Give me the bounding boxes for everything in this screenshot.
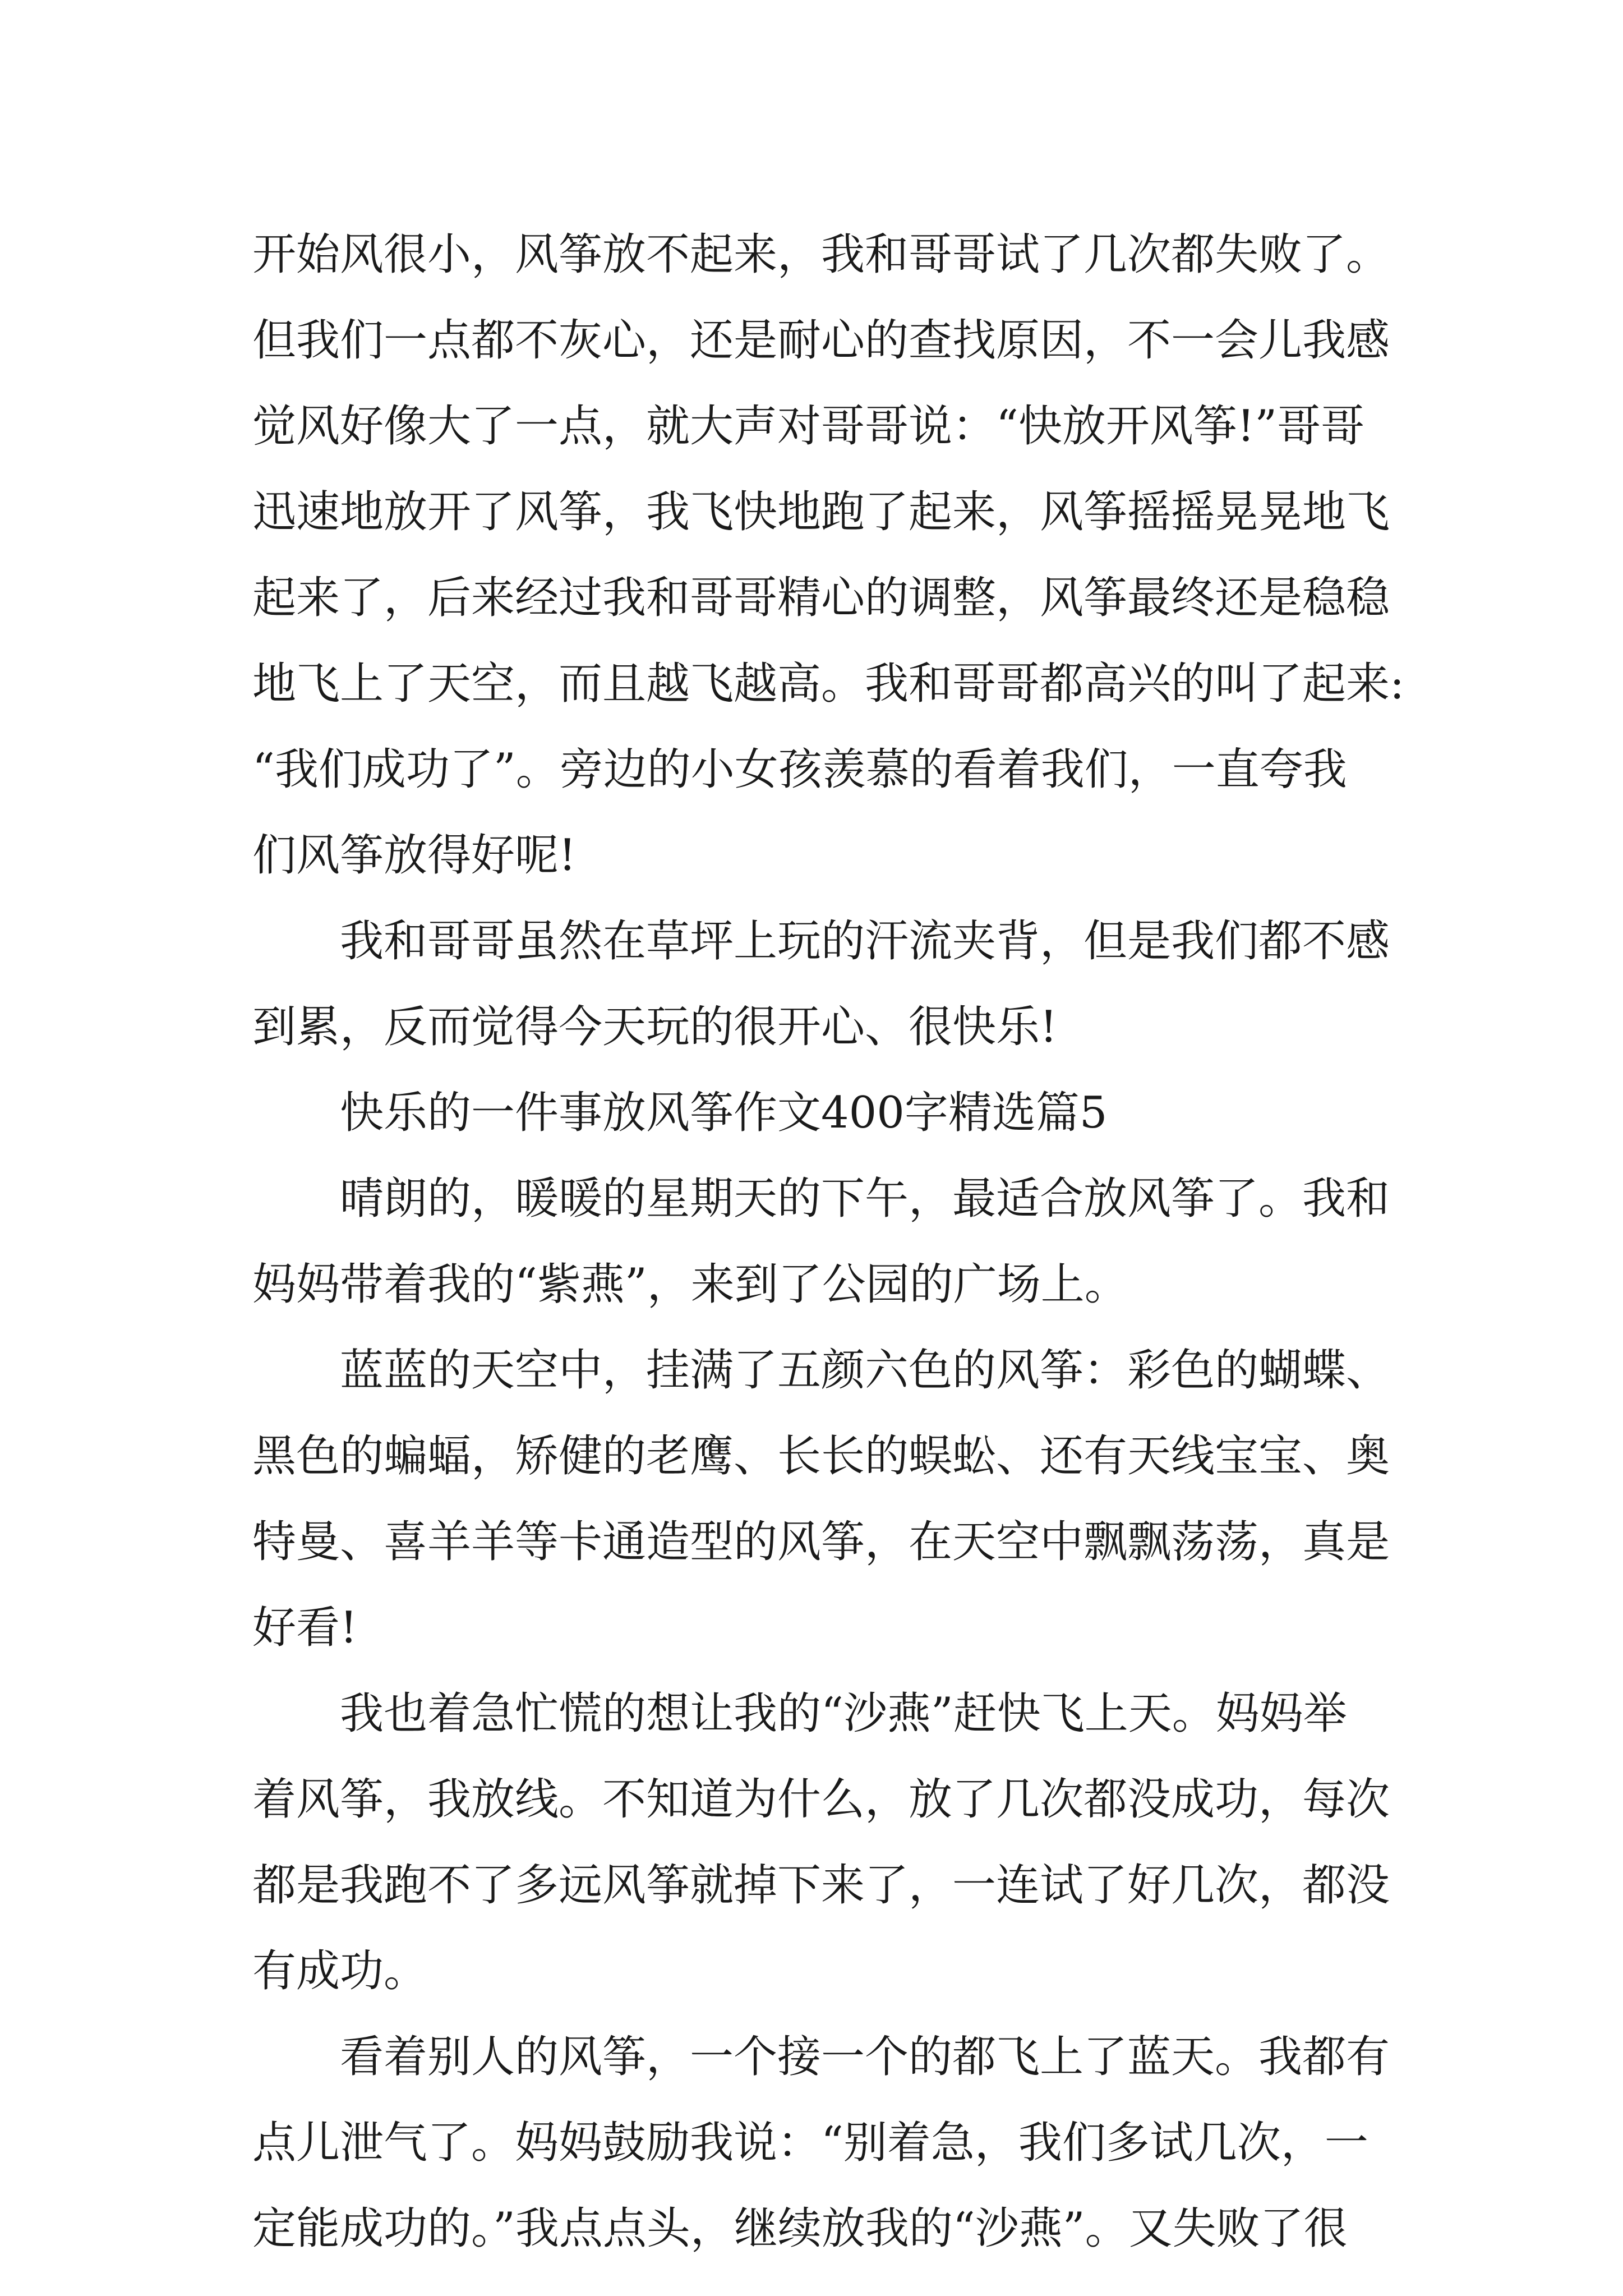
text-line: 看着别人的风筝，一个接一个的都飞上了蓝天。我都有 [252, 2032, 1390, 2082]
text-line: 到累，反而觉得今天玩的很开心、很快乐! [252, 1002, 1058, 1052]
text-line: 点儿泄气了。妈妈鼓励我说：“别着急，我们多试几次，一 [252, 2118, 1368, 2168]
text-line: “我们成功了”。旁边的小女孩羡慕的看着我们，一直夸我 [252, 744, 1347, 795]
text-line: 开始风很小，风筝放不起来，我和哥哥试了几次都失败了。 [252, 229, 1390, 280]
text-line: 我和哥哥虽然在草坪上玩的汗流夹背，但是我们都不感 [252, 916, 1390, 967]
text-line: 好看! [252, 1603, 358, 1653]
text-line: 地飞上了天空，而且越飞越高。我和哥哥都高兴的叫了起来: [252, 659, 1405, 709]
text-line: 妈妈带着我的“紫燕”，来到了公园的广场上。 [252, 1259, 1128, 1310]
text-line: 们风筝放得好呢! [252, 830, 577, 881]
text-line: 定能成功的。”我点点头，继续放我的“沙燕”。又失败了很 [252, 2203, 1348, 2254]
text-line: 黑色的蝙蝠，矫健的老鹰、长长的蜈蚣、还有天线宝宝、奥 [252, 1431, 1390, 1481]
text-line: 有成功。 [252, 1946, 428, 1996]
text-line: 着风筝，我放线。不知道为什么，放了几次都没成功，每次 [252, 1774, 1390, 1825]
text-line: 觉风好像大了一点，就大声对哥哥说：“快放开风筝!”哥哥 [252, 401, 1365, 452]
text-line: 但我们一点都不灰心，还是耐心的查找原因，不一会儿我感 [252, 315, 1390, 366]
text-line: 起来了，后来经过我和哥哥精心的调整，风筝最终还是稳稳 [252, 573, 1390, 623]
text-line: 蓝蓝的天空中，挂满了五颜六色的风筝：彩色的蝴蝶、 [252, 1345, 1390, 1396]
essay-body [252, 212, 1405, 2272]
text-line: 我也着急忙慌的想让我的“沙燕”赶快飞上天。妈妈举 [252, 1688, 1347, 1739]
section-heading: 快乐的一件事放风筝作文400字精选篇5 [252, 1088, 1108, 1138]
text-line: 特曼、喜羊羊等卡通造型的风筝，在天空中飘飘荡荡，真是 [252, 1517, 1390, 1567]
text-line: 迅速地放开了风筝，我飞快地跑了起来，风筝摇摇晃晃地飞 [252, 487, 1390, 537]
text-line: 都是我跑不了多远风筝就掉下来了，一连试了好几次，都没 [252, 1860, 1390, 1911]
text-line: 晴朗的，暖暖的星期天的下午，最适合放风筝了。我和 [252, 1174, 1390, 1224]
